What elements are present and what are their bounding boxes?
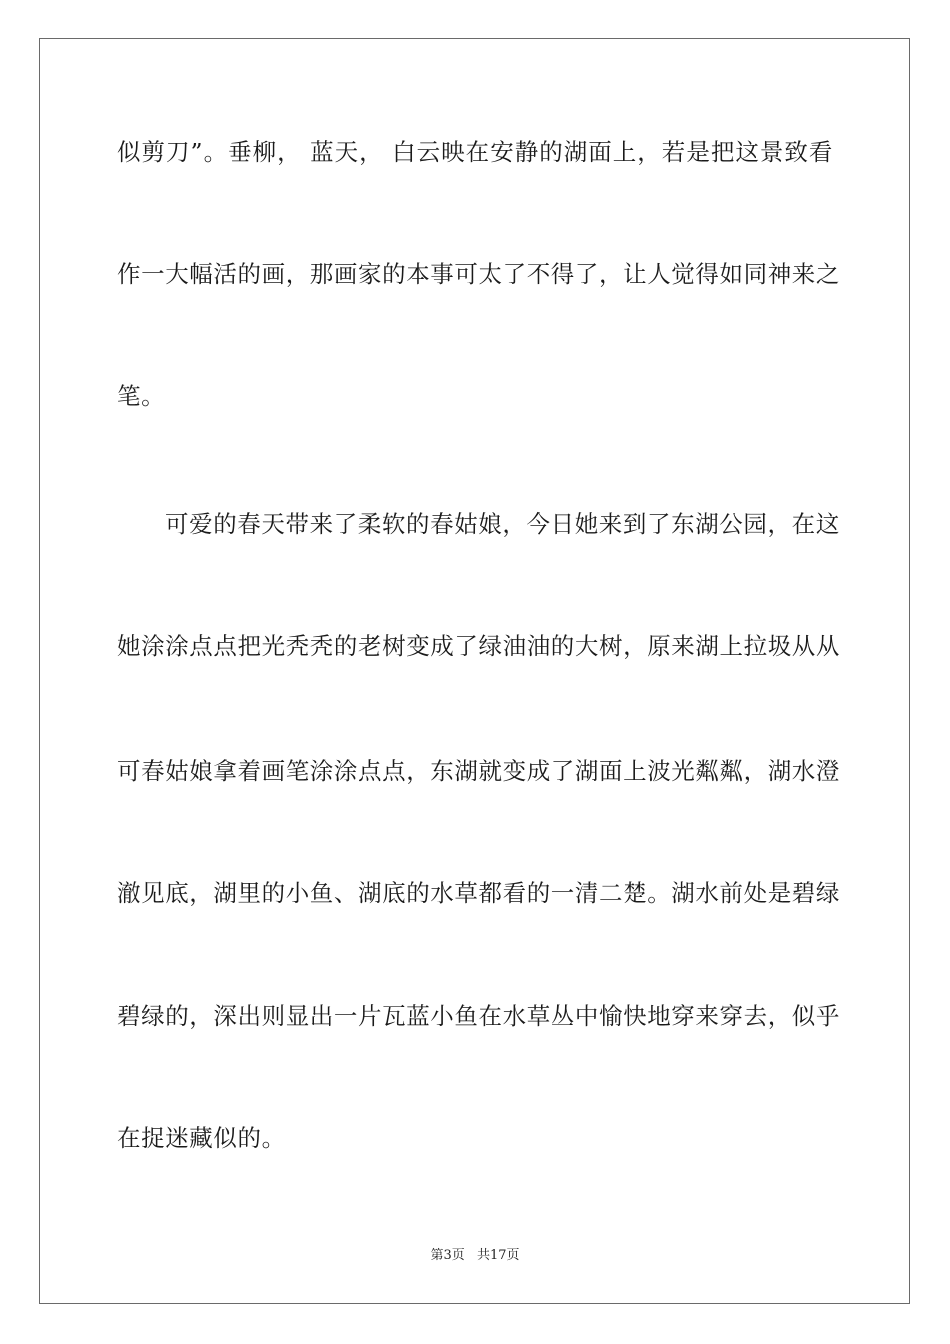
paragraph-line: 她涂涂点点把光秃秃的老树变成了绿油油的大树，原来湖上拉圾从从: [117, 632, 840, 660]
paragraph-line: 在捉迷藏似的。: [117, 1124, 286, 1152]
paragraph-line: 可爱的春天带来了柔软的春姑娘，今日她来到了东湖公园，在这: [165, 510, 840, 538]
paragraph-line: 碧绿的，深出则显出一片瓦蓝小鱼在水草丛中愉快地穿来穿去，似乎: [117, 1002, 840, 1030]
paragraph-line: 澈见底，湖里的小鱼、湖底的水草都看的一清二楚。湖水前处是碧绿: [117, 879, 840, 907]
paragraph-line: 可春姑娘拿着画笔涂涂点点，东湖就变成了湖面上波光粼粼，湖水澄: [117, 757, 840, 785]
paragraph-line: 作一大幅活的画，那画家的本事可太了不得了，让人觉得如同神来之: [117, 260, 840, 288]
page-number: 第3页: [430, 1248, 465, 1263]
page-total: 共17页: [476, 1248, 520, 1263]
paragraph-line: 笔。: [117, 382, 166, 410]
paragraph-line: 似剪刀”。垂柳， 蓝天， 白云映在安静的湖面上，若是把这景致看: [117, 138, 833, 166]
page-border: [39, 38, 910, 1304]
page-footer: [0, 1248, 950, 1264]
